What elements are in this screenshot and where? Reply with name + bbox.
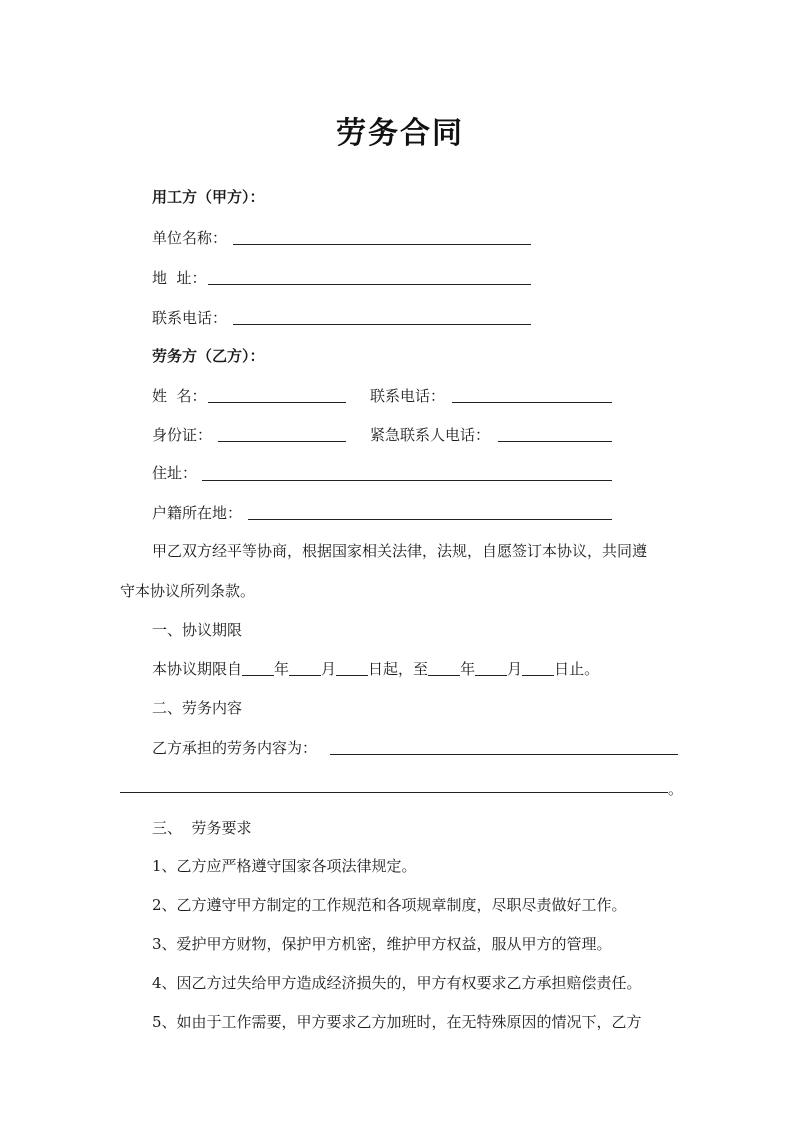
emergency-contact-label: 紧急联系人电话： [370,426,491,444]
service-content-field[interactable] [330,754,678,755]
section-2-heading: 二、劳务内容 [152,699,243,717]
name-label: 姓 名： [152,387,207,405]
id-card-label: 身份证： [152,426,213,444]
party-a-heading: 用工方（甲方）： [152,188,265,206]
section-3-heading: 三、 劳务要求 [152,819,252,837]
requirement-item-4: 4、因乙方过失给甲方造成经济损失的，甲方有权要求乙方承担赔偿责任。 [152,974,642,992]
start-month-field[interactable] [289,661,321,676]
start-day-field[interactable] [336,661,368,676]
end-day-unit: 日止。 [554,660,600,678]
intro-line-2: 守本协议所列条款。 [120,582,256,600]
household-register-label: 户籍所在地： [152,504,243,522]
household-register-field[interactable] [248,519,612,520]
phone-a-field[interactable] [233,324,531,325]
requirement-item-2: 2、乙方遵守甲方制定的工作规范和各项规章制度，尽职尽责做好工作。 [152,896,627,914]
start-month-unit: 月 [321,660,337,678]
party-b-heading: 劳务方（乙方）： [152,347,265,365]
agreement-period-line [152,658,599,679]
id-card-field[interactable] [218,441,346,442]
end-year-unit: 年 [460,660,476,678]
address-a-label: 地 址： [152,269,207,287]
end-year-field[interactable] [428,661,460,676]
residence-field[interactable] [202,480,612,481]
end-month-unit: 月 [507,660,523,678]
company-name-label: 单位名称： [152,229,228,247]
requirement-item-1: 1、乙方应严格遵守国家各项法律规定。 [152,857,417,875]
requirement-item-3: 3、爱护甲方财物，保护甲方机密，维护甲方权益，服从甲方的管理。 [152,935,612,953]
period-prefix: 本协议期限自 [152,660,243,678]
document-title: 劳务合同 [336,116,464,151]
start-day-unit: 日起，至 [368,660,429,678]
company-name-field[interactable] [233,244,531,245]
contact-phone-label: 联系电话： [370,387,446,405]
end-month-field[interactable] [475,661,507,676]
end-day-field[interactable] [522,661,554,676]
section-1-heading: 一、协议期限 [152,621,243,639]
emergency-contact-field[interactable] [498,441,612,442]
intro-line-1: 甲乙双方经平等协商，根据国家相关法律，法规，自愿签订本协议，共同遵 [152,542,648,560]
address-a-field[interactable] [208,284,531,285]
phone-a-label: 联系电话： [152,309,228,327]
contact-phone-field[interactable] [452,402,612,403]
name-field[interactable] [208,402,346,403]
start-year-field[interactable] [242,661,274,676]
start-year-unit: 年 [274,660,290,678]
service-content-end-mark: 。 [668,780,684,798]
service-content-field-continued[interactable] [120,792,668,793]
residence-label: 住址： [152,464,198,482]
requirement-item-5: 5、如由于工作需要，甲方要求乙方加班时，在无特殊原因的情况下，乙方 [152,1013,642,1031]
service-content-label: 乙方承担的劳务内容为： [152,739,318,757]
